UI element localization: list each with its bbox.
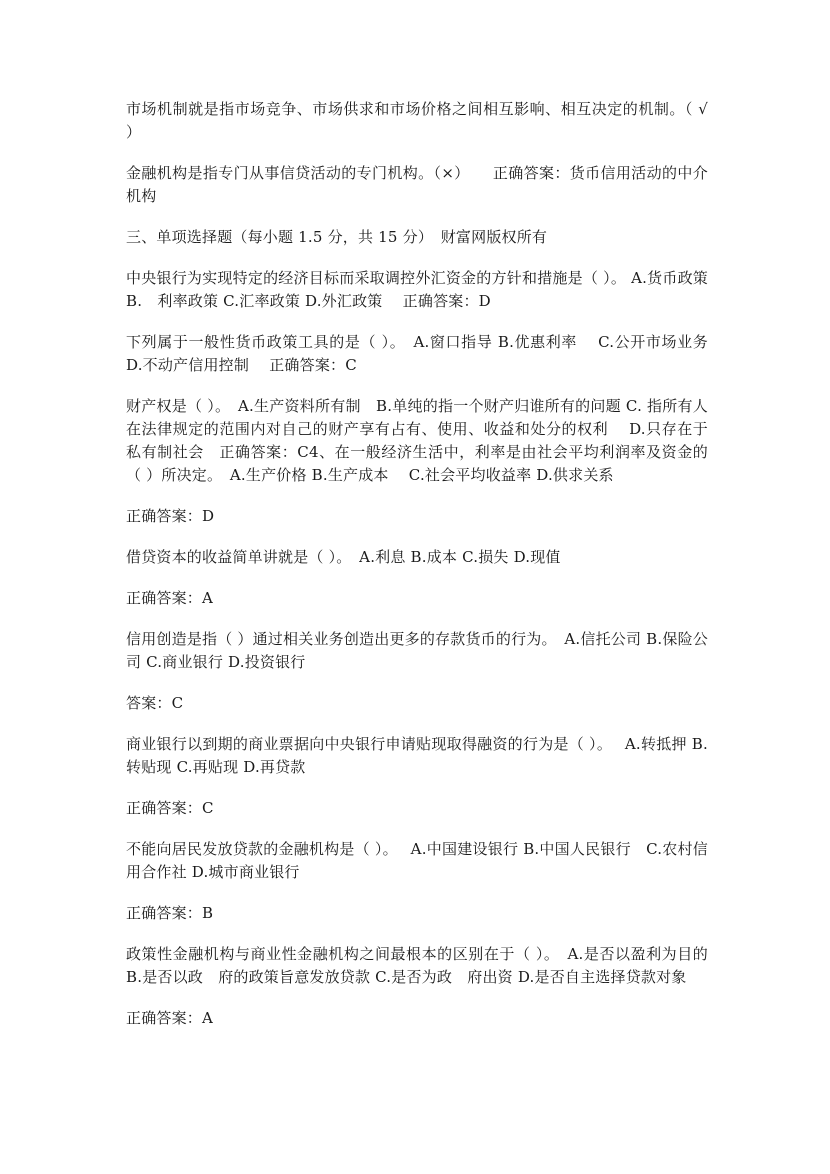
question-monetary-tools: 下列属于一般性货币政策工具的是（ ）。 A.窗口指导 B.优惠利率 C.公开市场业务 D.不动产信用控制 正确答案：C bbox=[126, 333, 713, 374]
question-loan-capital-income: 借贷资本的收益简单讲就是（ ）。 A.利息 B.成本 C.损失 D.现值 bbox=[126, 548, 561, 566]
section-heading-single-choice: 三、单项选择题（每小题 1.5 分，共 15 分） 财富网版权所有 bbox=[126, 228, 548, 246]
answer-c: 答案：C bbox=[126, 694, 184, 712]
answer-d: 正确答案：D bbox=[126, 507, 215, 525]
answer-b: 正确答案：B bbox=[126, 904, 214, 922]
answer-c-2: 正确答案：C bbox=[126, 799, 214, 817]
question-property-rights: 财产权是（ ）。 A.生产资料所有制 B.单纯的指一个财产归谁所有的问题 C. 指所有人在法律规定的范围内对自己的财产享有占有、使用、收益和处分的权利 D.只存在于私有制社会 正确答案：C4、在一般经济生活中，利率是由社会平均利润率及资金的（ ）所决定。 A.生产价格 B.生产成本 C.社会平均收益率 D.供求关系 bbox=[126, 397, 708, 484]
answer-a: 正确答案：A bbox=[126, 589, 214, 607]
question-no-resident-loans: 不能向居民发放贷款的金融机构是（ ）。 A.中国建设银行 B.中国人民银行 C.农村信用合作社 D.城市商业银行 bbox=[126, 840, 708, 881]
question-central-bank-policy: 中央银行为实现特定的经济目标而采取调控外汇资金的方针和措施是（ ）。 A.货币政策 B. 利率政策 C.汇率政策 D.外汇政策 正确答案：D bbox=[126, 269, 713, 310]
answer-a-2: 正确答案：A bbox=[126, 1009, 214, 1027]
statement-market-mechanism: 市场机制就是指市场竞争、市场供求和市场价格之间相互影响、相互决定的机制。（ √ ） bbox=[126, 100, 713, 141]
question-rediscount: 商业银行以到期的商业票据向中央银行申请贴现取得融资的行为是（ ）。 A.转抵押 B.转贴现 C.再贴现 D.再贷款 bbox=[126, 735, 708, 776]
question-credit-creation: 信用创造是指（ ）通过相关业务创造出更多的存款货币的行为。 A.信托公司 B.保险公司 C.商业银行 D.投资银行 bbox=[126, 630, 708, 671]
document-body bbox=[126, 98, 713, 1048]
question-policy-financial-institution: 政策性金融机构与商业性金融机构之间最根本的区别在于（ ）。 A.是否以盈利为目的 B.是否以政 府的政策旨意发放贷款 C.是否为政 府出资 D.是否自主选择贷款对象 bbox=[126, 945, 713, 986]
statement-financial-institution: 金融机构是指专门从事信贷活动的专门机构。（×） 正确答案：货币信用活动的中介机构 bbox=[126, 164, 708, 205]
